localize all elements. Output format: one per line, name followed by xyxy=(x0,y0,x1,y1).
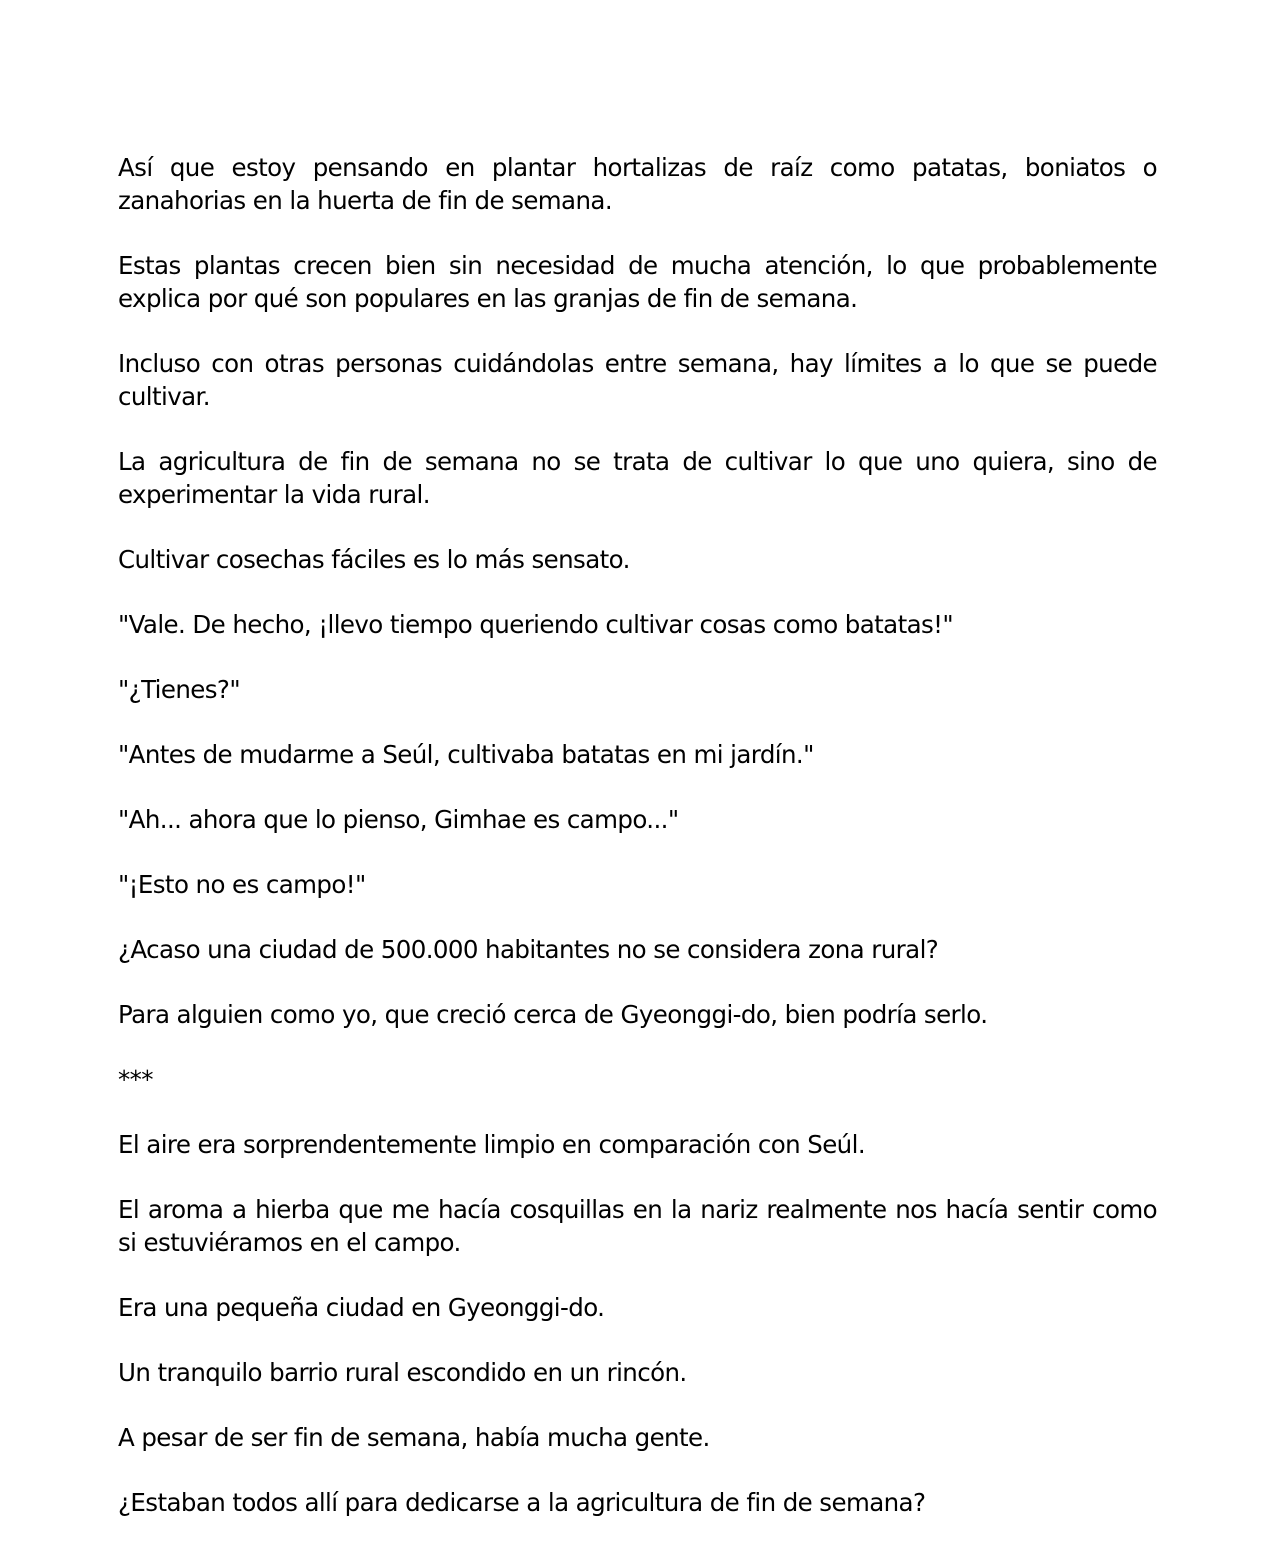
paragraph: A pesar de ser fin de semana, había mucha gente. xyxy=(118,1423,710,1452)
scene-break: *** xyxy=(118,1065,153,1094)
paragraph: ¿Acaso una ciudad de 500.000 habitantes no se considera zona rural? xyxy=(118,935,939,964)
paragraph: El aroma a hierba que me hacía cosquillas en la nariz realmente nos hacía sentir como si estuviéramos en el campo. xyxy=(118,1195,1157,1257)
dialogue-line: "Ah... ahora que lo pienso, Gimhae es campo..." xyxy=(118,805,679,834)
dialogue-line: "¿Tienes?" xyxy=(118,675,241,704)
paragraph: Incluso con otras personas cuidándolas entre semana, hay límites a lo que se puede cultivar. xyxy=(118,349,1157,411)
paragraph: Estas plantas crecen bien sin necesidad de mucha atención, lo que probablemente explica por qué son populares en las granjas de fin de semana. xyxy=(118,251,1157,313)
paragraph: La agricultura de fin de semana no se trata de cultivar lo que uno quiera, sino de experimentar la vida rural. xyxy=(118,447,1157,509)
paragraph: Para alguien como yo, que creció cerca de Gyeonggi-do, bien podría serlo. xyxy=(118,1000,988,1029)
dialogue-line: "Antes de mudarme a Seúl, cultivaba batatas en mi jardín." xyxy=(118,740,814,769)
paragraph: Cultivar cosechas fáciles es lo más sensato. xyxy=(118,545,630,574)
paragraph: Un tranquilo barrio rural escondido en un rincón. xyxy=(118,1358,687,1387)
paragraph: ¿Estaban todos allí para dedicarse a la agricultura de fin de semana? xyxy=(118,1488,926,1517)
document-page xyxy=(118,151,1157,1551)
dialogue-line: "¡Esto no es campo!" xyxy=(118,870,366,899)
dialogue-line: "Vale. De hecho, ¡llevo tiempo queriendo cultivar cosas como batatas!" xyxy=(118,610,954,639)
paragraph: Era una pequeña ciudad en Gyeonggi-do. xyxy=(118,1293,605,1322)
paragraph: Así que estoy pensando en plantar hortalizas de raíz como patatas, boniatos o zanahorias en la huerta de fin de semana. xyxy=(118,153,1157,215)
paragraph: El aire era sorprendentemente limpio en comparación con Seúl. xyxy=(118,1130,866,1159)
